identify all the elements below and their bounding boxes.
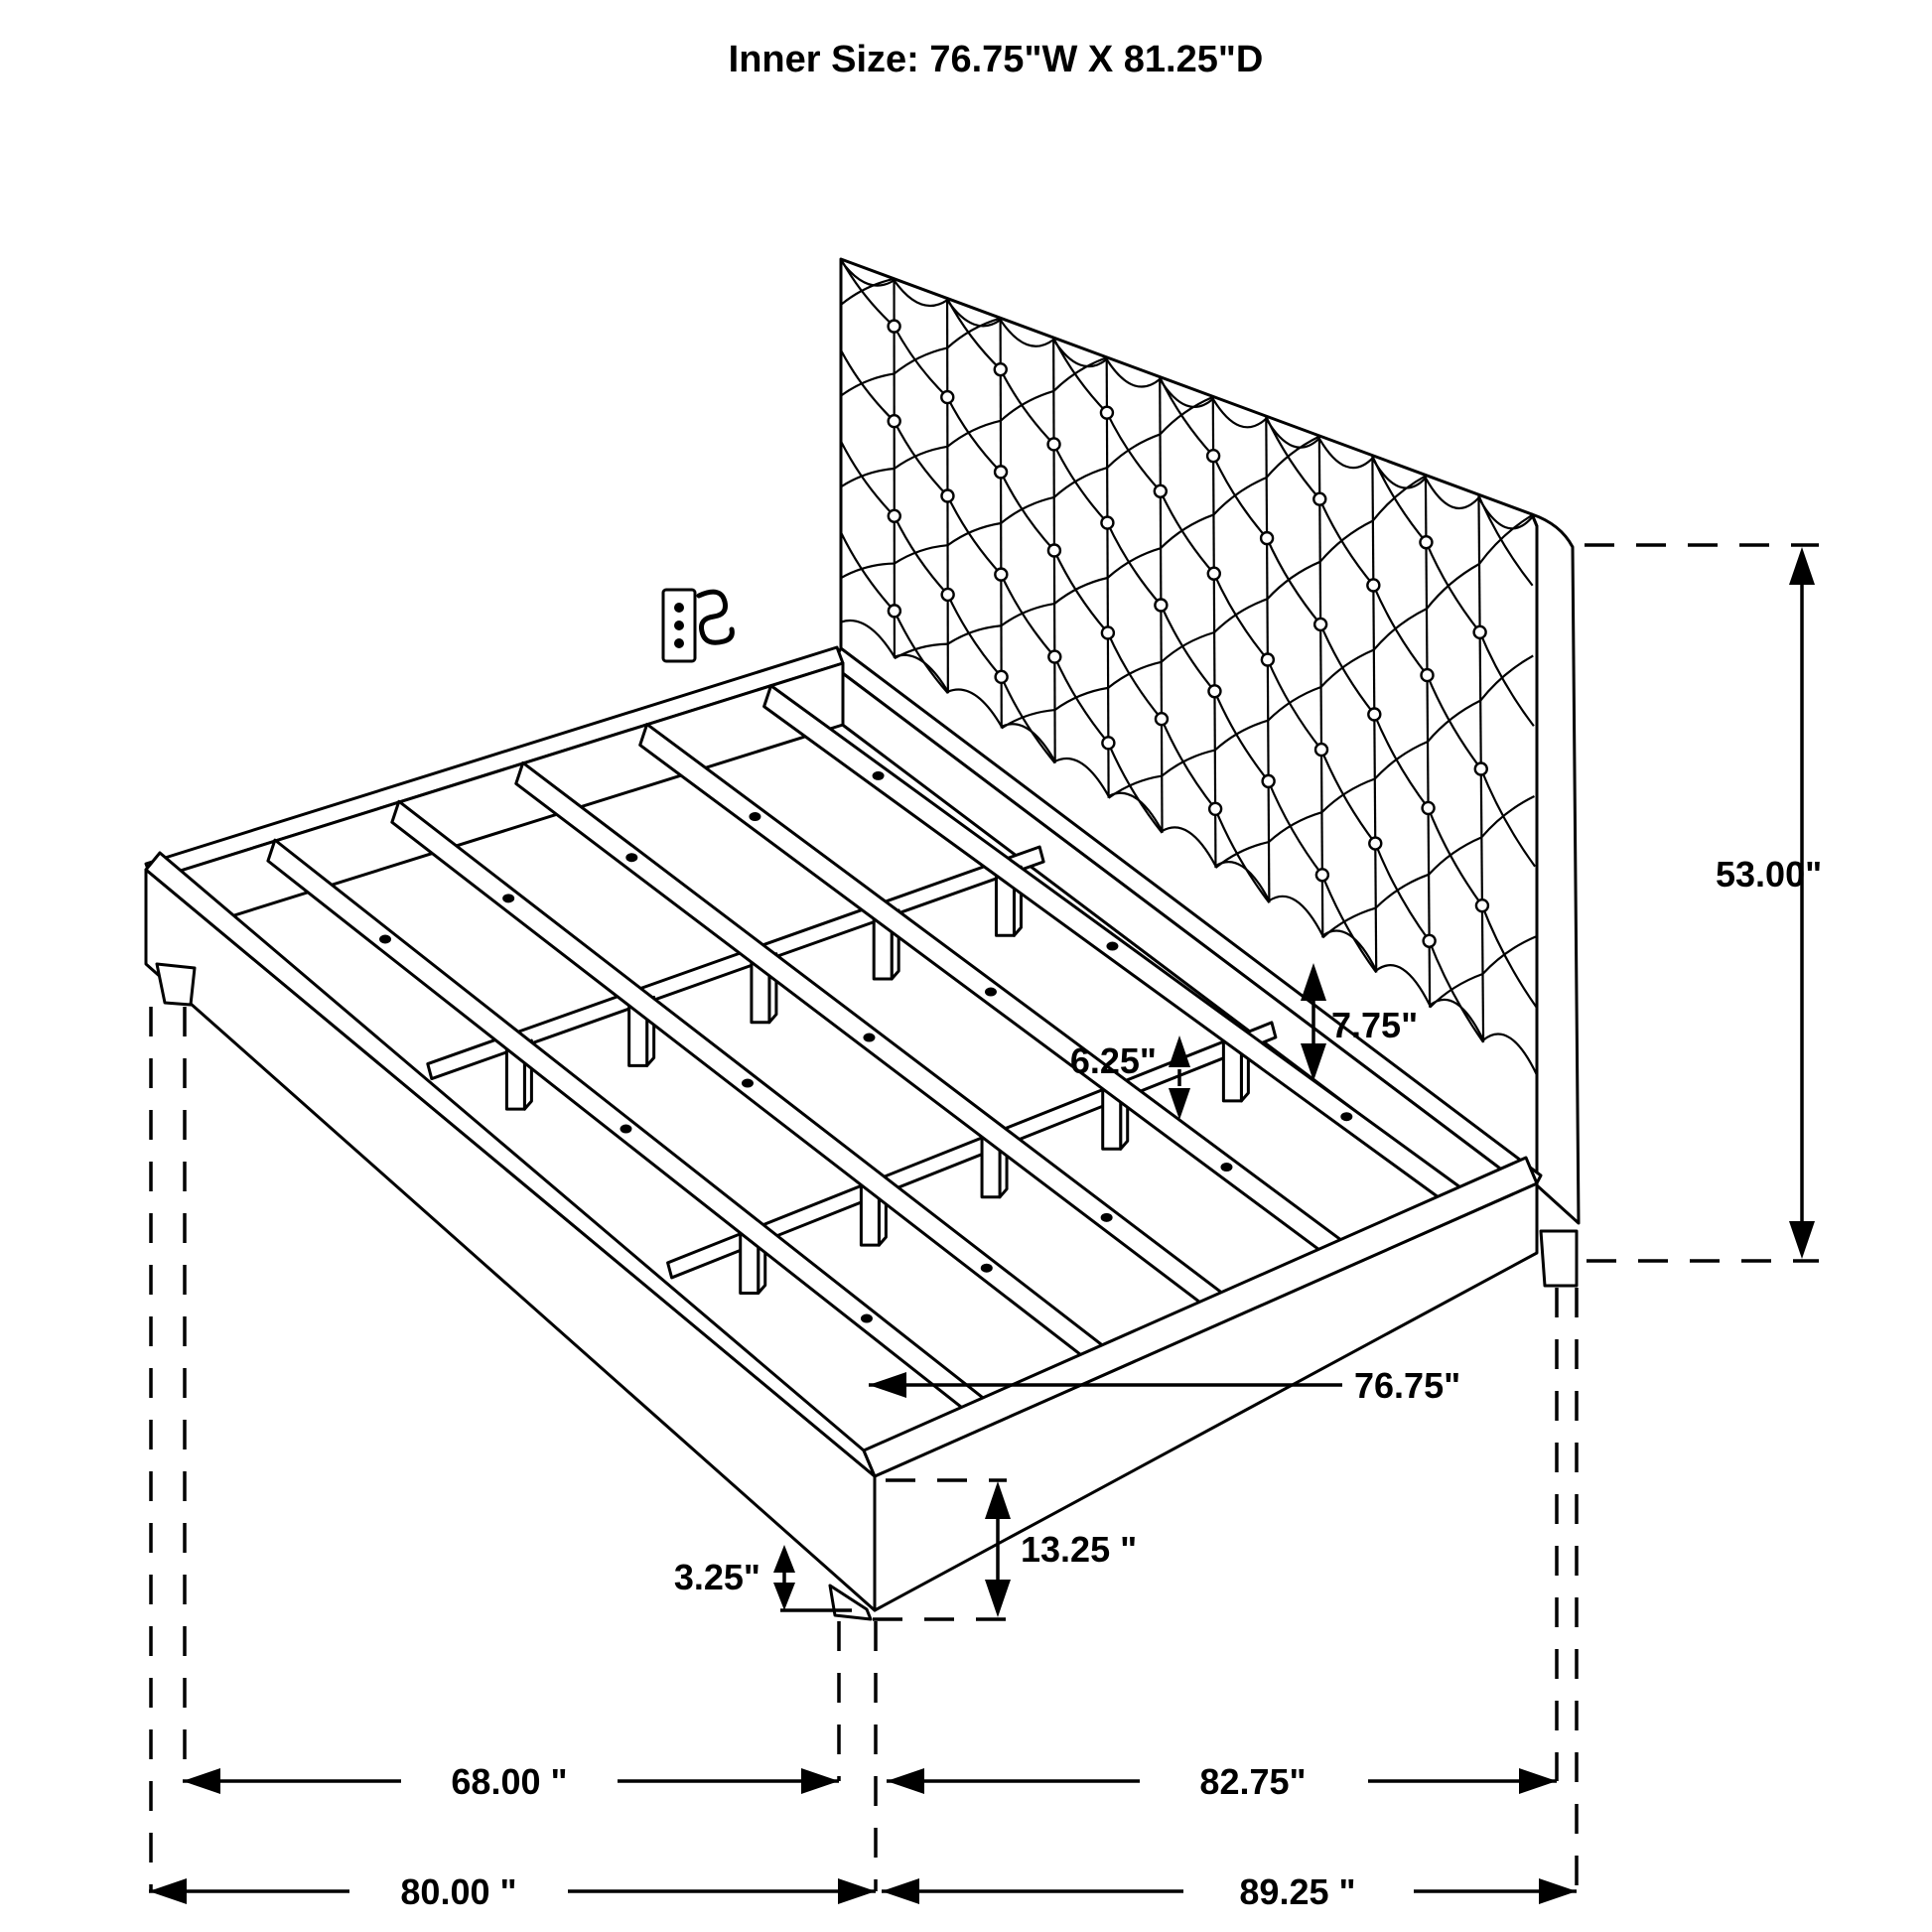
tuft-button	[889, 605, 900, 617]
slat-screw-hole	[620, 1125, 631, 1134]
slat-screw-hole	[981, 1264, 993, 1273]
bracket-hole	[674, 621, 684, 630]
dim-inner-span-depth-label: 82.75"	[1199, 1761, 1307, 1802]
dim-leg-height-label: 3.25"	[673, 1557, 760, 1597]
tuft-button	[995, 363, 1007, 375]
bracket-hole	[674, 603, 684, 613]
slat-screw-hole	[861, 1314, 873, 1323]
tuft-button	[1155, 485, 1167, 497]
tuft-button	[1316, 869, 1328, 881]
slat-screw-hole	[625, 853, 637, 862]
headboard-right-leg	[1541, 1231, 1577, 1286]
tuft-button	[1102, 737, 1114, 749]
page-title: Inner Size: 76.75"W X 81.25"D	[728, 39, 1264, 80]
tuft-button	[1155, 600, 1167, 612]
tuft-button	[1424, 935, 1436, 947]
tuft-button	[1048, 545, 1060, 557]
tuft-button	[941, 490, 953, 502]
tuft-button	[1474, 626, 1486, 638]
tuft-button	[1367, 579, 1379, 591]
tuft-button	[1314, 619, 1326, 630]
headboard-hook-bracket	[663, 590, 732, 661]
slat-screw-hole	[1340, 1112, 1352, 1121]
tuft-button	[995, 569, 1007, 581]
slat-screw-hole	[742, 1079, 754, 1088]
tuft-button	[1420, 536, 1432, 548]
slat-screw-hole	[502, 894, 514, 902]
slat-screw-hole	[863, 1034, 875, 1042]
headboard-side-face	[1532, 514, 1579, 1223]
tuft-button	[889, 510, 900, 522]
dim-slat-support-height-label: 6.25"	[1069, 1040, 1157, 1081]
tuft-button	[1476, 899, 1488, 911]
bracket-hole	[674, 638, 684, 648]
tuft-button	[1101, 407, 1113, 419]
tuft-button	[1475, 763, 1487, 775]
dim-slat-to-siderail-label: 7.75"	[1331, 1005, 1419, 1045]
tuft-button	[942, 589, 954, 601]
tuft-button	[1048, 438, 1060, 450]
tuft-button	[996, 671, 1008, 683]
tuft-button	[1261, 532, 1273, 544]
tuft-button	[1209, 803, 1221, 815]
left-corner-leg	[157, 964, 195, 1005]
tuft-button	[1368, 709, 1380, 721]
tuft-button	[1208, 568, 1220, 580]
tuft-button	[995, 466, 1007, 478]
left-rail-top-strip	[146, 647, 843, 880]
tuft-button	[1101, 517, 1113, 529]
slat-screw-hole	[1220, 1163, 1232, 1172]
s-hook-icon	[699, 592, 732, 642]
tuft-button	[1313, 493, 1325, 505]
tuft-button	[1369, 838, 1381, 850]
slat-screw-hole	[379, 935, 391, 944]
slat-screw-hole	[749, 812, 760, 821]
tuft-button	[889, 321, 900, 333]
tuft-button	[1208, 685, 1220, 697]
tuft-button	[1102, 626, 1114, 638]
slat-screw-hole	[873, 771, 885, 780]
tuft-button	[1207, 450, 1219, 462]
slat-screw-hole	[1101, 1213, 1113, 1222]
tuft-button	[1156, 713, 1168, 725]
dim-outer-span-width-label: 80.00 "	[400, 1871, 517, 1912]
dim-headboard-height-label: 53.00"	[1716, 854, 1823, 895]
dim-inner-span-width-label: 68.00 "	[451, 1761, 568, 1802]
tuft-button	[1263, 775, 1275, 787]
dim-inner-width-label: 76.75"	[1354, 1365, 1461, 1406]
slat-screw-hole	[1106, 942, 1118, 951]
tuft-button	[1423, 802, 1435, 814]
tuft-button	[1262, 654, 1274, 666]
tuft-button	[941, 391, 953, 403]
slat-screw-hole	[985, 988, 997, 997]
dim-outer-span-depth-label: 89.25 "	[1239, 1871, 1356, 1912]
tuft-button	[1048, 651, 1060, 663]
tuft-button	[1315, 744, 1327, 756]
tuft-button	[889, 415, 900, 427]
tuft-button	[1422, 669, 1434, 681]
dim-base-height-label: 13.25 "	[1021, 1529, 1138, 1570]
